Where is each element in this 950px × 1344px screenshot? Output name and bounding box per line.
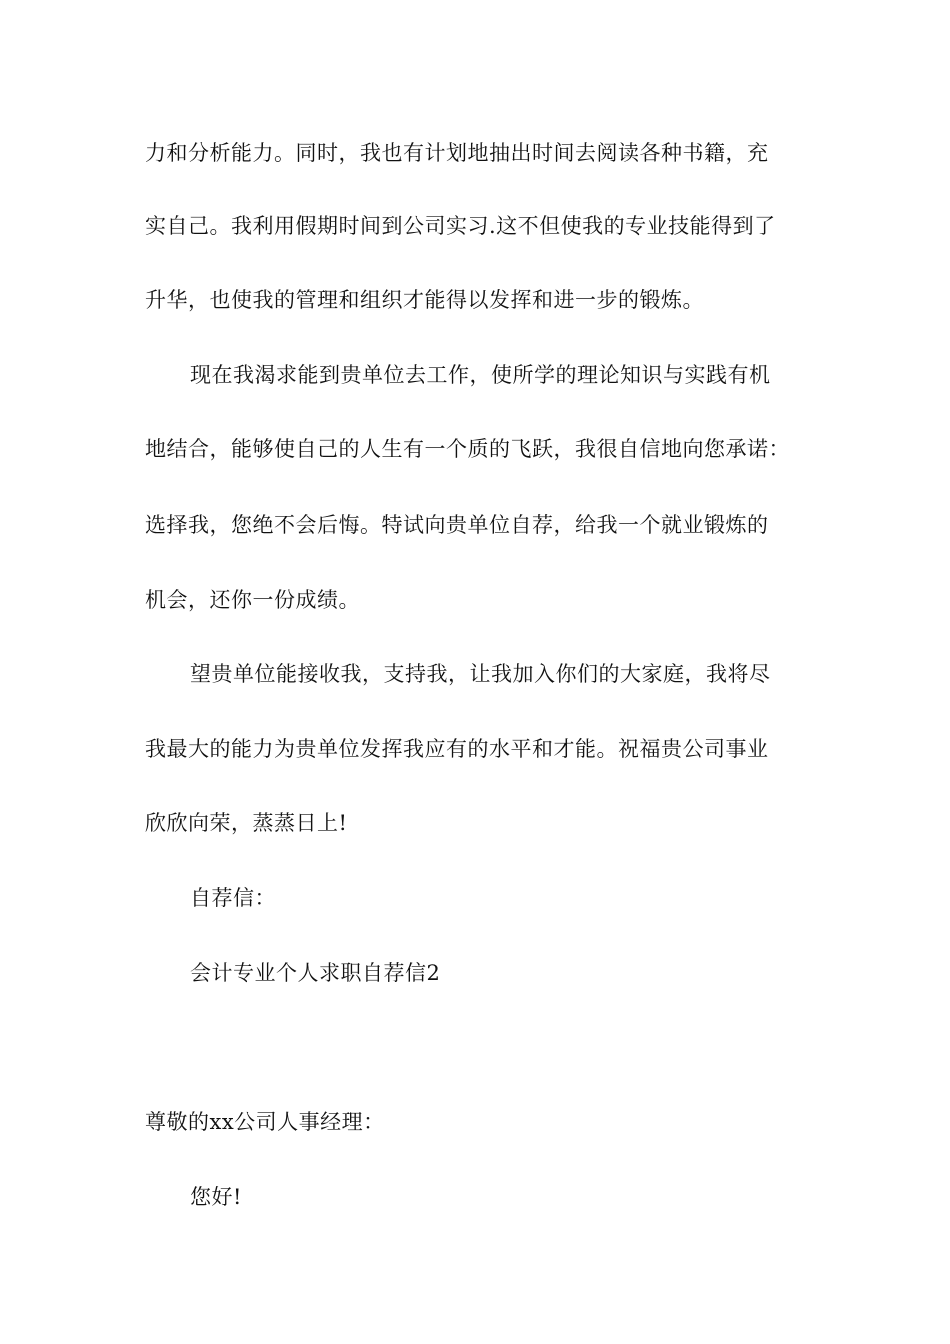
section-label: 自荐信：	[190, 886, 276, 910]
paragraph-line: 我最大的能力为贵单位发挥我应有的水平和才能。祝福贵公司事业	[145, 737, 769, 761]
paragraph-line: 现在我渴求能到贵单位去工作，使所学的理论知识与实践有机	[190, 363, 771, 387]
section-title: 会计专业个人求职自荐信2	[190, 961, 441, 985]
paragraph-line: 望贵单位能接收我，支持我，让我加入你们的大家庭，我将尽	[190, 662, 771, 686]
paragraph-line: 地结合，能够使自己的人生有一个质的飞跃，我很自信地向您承诺：	[145, 437, 790, 461]
paragraph-line: 选择我，您绝不会后悔。特试向贵单位自荐，给我一个就业锻炼的	[145, 513, 769, 537]
paragraph-line: 欣欣向荣，蒸蒸日上!	[145, 811, 348, 835]
paragraph-line: 实自己。我利用假期时间到公司实习.这不但使我的专业技能得到了	[145, 214, 776, 238]
paragraph-line: 机会，还你一份成绩。	[145, 588, 360, 612]
letter-greeting: 您好!	[190, 1185, 242, 1209]
paragraph-line: 力和分析能力。同时，我也有计划地抽出时间去阅读各种书籍，充	[145, 141, 769, 165]
paragraph-line: 升华，也使我的管理和组织才能得以发挥和进一步的锻炼。	[145, 288, 704, 312]
letter-salutation: 尊敬的xx公司人事经理：	[145, 1110, 385, 1134]
